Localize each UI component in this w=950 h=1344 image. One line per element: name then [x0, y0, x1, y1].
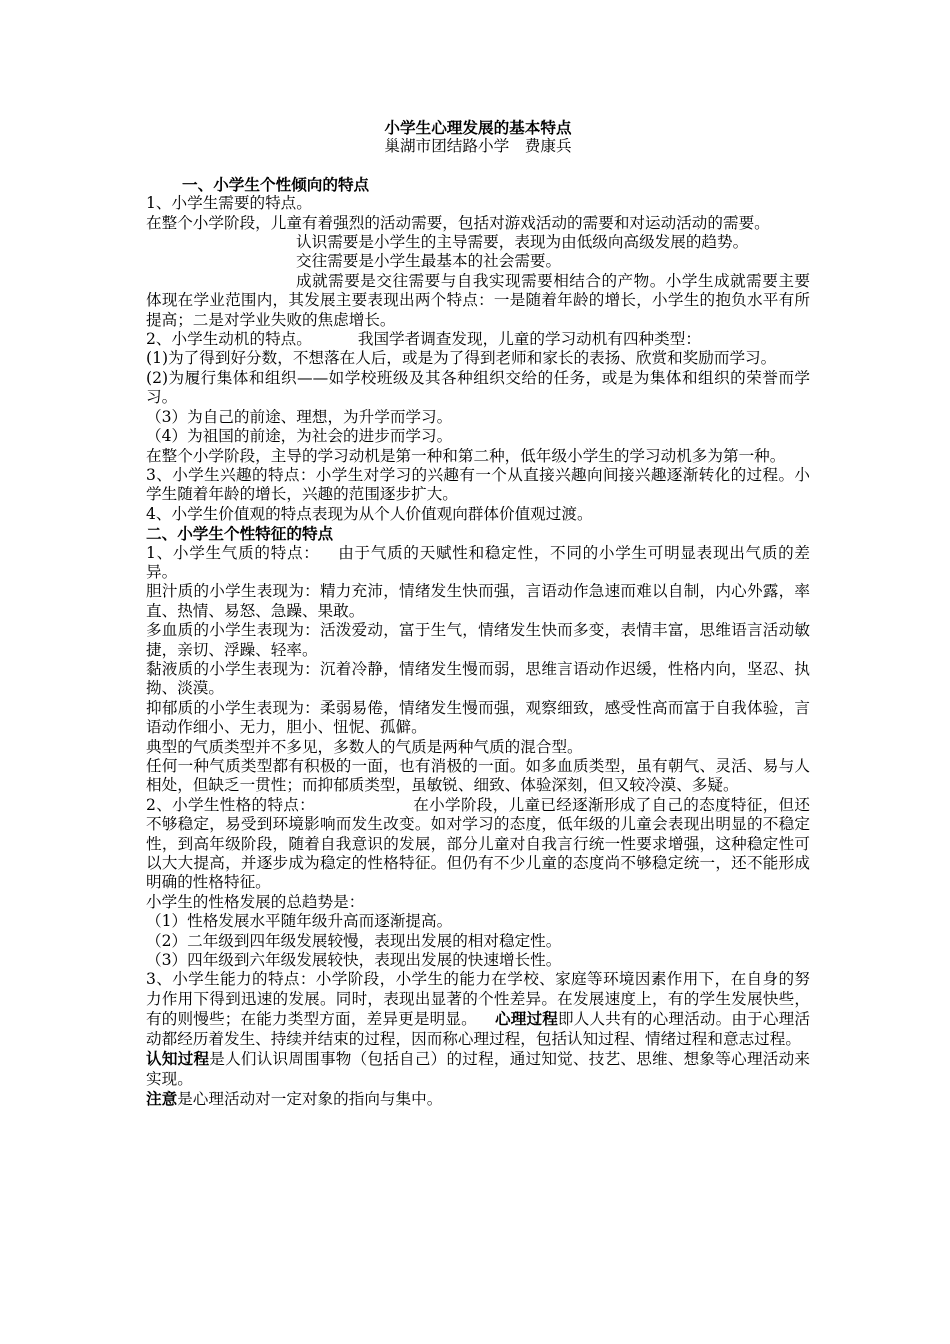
paragraph: 任何一种气质类型都有积极的一面，也有消极的一面。如多血质类型，虽有朝气、灵活、易与人相处，但缺乏一贯性；而抑郁质类型，虽敏锐、细致、体验深刻，但又较冷漠、多疑。 [146, 757, 810, 795]
paragraph: 抑郁质的小学生表现为：柔弱易倦，情绪发生慢而强，观察细致，感受性高而富于自我体验，言语动作细小、无力，胆小、忸怩、孤僻。 [146, 698, 810, 737]
paragraph-body: 在小学阶段，儿童已经逐渐形成了自己的态度特征，但还不够稳定，易受到环境影响而发生改变。如对学习的态度，低年级的儿童会表现出明显的不稳定性，到高年级阶段，随着自我意识的发展，部分儿童对自我言行统一性要求增强，这种稳定性可以大大提高，并逐步成为稳定的性格特征。但仍有不少儿童的态度尚不够稳定统一，还不能形成明确的性格特征。 [146, 795, 810, 892]
paragraph: (1)为了得到好分数，不想落在人后，或是为了得到老师和家长的表扬、欣赏和奖励而学习。 [146, 349, 777, 368]
paragraph: (2)为履行集体和组织——如学校班级及其各种组织交给的任务，或是为集体和组织的荣誉而学习。 [146, 368, 810, 407]
paragraph [146, 330, 810, 349]
paragraph: 4、小学生价值观的特点表现为从个人价值观向群体价值观过渡。 [146, 504, 593, 523]
paragraph [146, 1049, 810, 1089]
section-heading-1: 一、小学生个性倾向的特点 [182, 174, 370, 194]
paragraph: 交往需要是小学生最基本的社会需要。 [296, 252, 562, 271]
paragraph-lead: 2、小学生动机的特点。 [146, 330, 312, 349]
document-title: 小学生心理发展的基本特点 [384, 118, 572, 137]
paragraph-body: 是人们认识周围事物（包括自己）的过程，通过知觉、技艺、思维、想象等心理活动来实现。 [146, 1050, 810, 1088]
paragraph: （3）四年级到六年级发展较快，表现出发展的快速增长性。 [146, 951, 562, 970]
term-bold: 认知过程 [146, 1049, 210, 1069]
paragraph-body: 是心理活动对一定对象的指向与集中。 [177, 1089, 443, 1108]
paragraph: 在整个小学阶段，主导的学习动机是第一种和第二种，低年级小学生的学习动机多为第一种。 [146, 446, 786, 465]
paragraph-body: 即人人共有的心理活动。由于心理活动都经历着发生、持续并结束的过程，因而称心理过程，包括认知过程、情绪过程和意志过程。 [146, 1010, 810, 1048]
paragraph [146, 544, 810, 583]
paragraph-body: 3、小学生能力的特点：小学阶段，小学生的能力在学校、家庭等环境因素作用下，在自身的努力作用下得到迅速的发展。同时，表现出显著的个性差异。在发展速度上，有的学生发展快些，有的则慢些；在能力类型方面，差异更是明显。 [146, 970, 810, 1029]
term-bold: 注意 [146, 1088, 178, 1108]
term-bold: 心理过程 [494, 1009, 559, 1029]
document-page [146, 118, 810, 1109]
paragraph: 多血质的小学生表现为：活泼爱动，富于生气，情绪发生快而多变，表情丰富，思维语言活动敏捷，亲切、浮躁、轻率。 [146, 621, 810, 659]
paragraph: 小学生的性格发展的总趋势是： [146, 892, 365, 911]
paragraph: 3、小学生兴趣的特点：小学生对学习的兴趣有一个从直接兴趣向间接兴趣逐渐转化的过程。小学生随着年龄的增长，兴趣的范围逐步扩大。 [146, 465, 810, 504]
section-heading-2: 二、小学生个性特征的特点 [146, 524, 334, 544]
paragraph [146, 1089, 810, 1109]
paragraph: 认识需要是小学生的主导需要，表现为由低级向高级发展的趋势。 [296, 233, 749, 252]
document-author: 巢湖市团结路小学 费康兵 [384, 137, 572, 156]
paragraph: 典型的气质类型并不多见，多数人的气质是两种气质的混合型。 [146, 737, 583, 756]
paragraph-lead: 1、小学生气质的特点： [146, 543, 320, 562]
paragraph: 1、小学生需要的特点。 [146, 194, 312, 213]
paragraph: 在整个小学阶段，儿童有着强烈的活动需要，包括对游戏活动的需要和对运动活动的需要。 [146, 213, 770, 232]
paragraph-body: 我国学者调查发现，儿童的学习动机有四种类型： [357, 330, 701, 349]
paragraph: 成就需要是交往需要与自我实现需要相结合的产物。小学生成就需要主要体现在学业范围内，其发展主要表现出两个特点：一是随着年龄的增长，小学生的抱负水平有所提高；二是对学业失败的焦虑增长。 [146, 271, 810, 329]
paragraph-body: 由于气质的天赋性和稳定性，不同的小学生可明显表现出气质的差异。 [146, 543, 810, 581]
paragraph [146, 970, 810, 1049]
paragraph [146, 796, 810, 893]
paragraph: 黏液质的小学生表现为：沉着冷静，情绪发生慢而弱，思维言语动作迟缓，性格内向，坚忍、执拗、淡漠。 [146, 659, 810, 698]
paragraph: （3）为自己的前途、理想，为升学而学习。 [146, 407, 453, 426]
paragraph: （2）二年级到四年级发展较慢，表现出发展的相对稳定性。 [146, 931, 562, 950]
paragraph-lead: 2、小学生性格的特点： [146, 795, 316, 814]
paragraph: 胆汁质的小学生表现为：精力充沛，情绪发生快而强，言语动作急速而难以自制，内心外露，率直、热情、易怒、急躁、果敢。 [146, 582, 810, 620]
paragraph: （1）性格发展水平随年级升高而逐渐提高。 [146, 912, 453, 931]
paragraph: （4）为祖国的前途，为社会的进步而学习。 [146, 427, 453, 446]
